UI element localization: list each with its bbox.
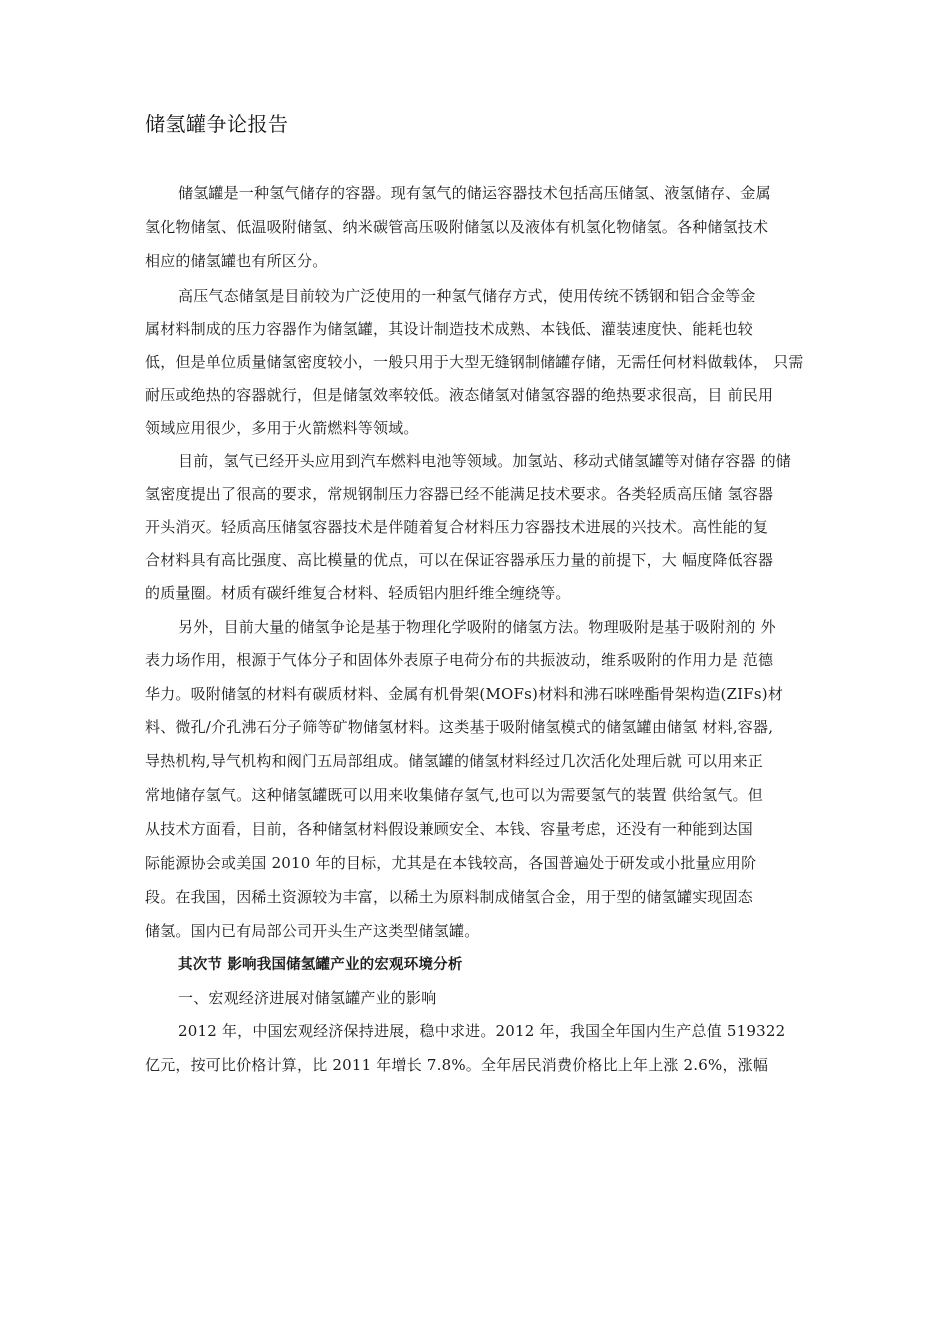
paragraph-3-line-3: 开头消灭。轻质高压储氢容器技术是伴随着复合材料压力容器技术进展的兴技术。高性能的复 [145,518,769,536]
final-paragraph-line-1: 2012 年，中国宏观经济保持进展，稳中求进。2012 年，我国全年国内生产总值 519322 [178,1022,786,1040]
paragraph-4-line-6: 常地储存氢气。这种储氢罐既可以用来收集储存氢气,也可以为需要氢气的装置 供给氢气。但 [145,786,763,804]
paragraph-2-line-2: 属材料制成的压力容器作为储氢罐，其设计制造技术成熟、本钱低、灌装速度快、能耗也较 [145,320,754,338]
document-title: 储氢罐争论报告 [145,112,289,136]
paragraph-2-line-1: 高压气态储氢是目前较为广泛使用的一种氢气储存方式，使用传统不锈钢和铝合金等金 [178,287,756,305]
paragraph-3-line-5: 的质量圈。材质有碳纤维复合材料、轻质铝内胆纤维全缠绕等。 [145,584,571,602]
paragraph-2-line-3: 低，但是单位质量储氢密度较小，一般只用于大型无缝钢制储罐存储，无需任何材料做载体， 只需 [145,353,804,371]
paragraph-4-line-10: 储氢。国内已有局部公司开头生产这类型储氢罐。 [145,922,480,940]
paragraph-3-line-2: 氢密度提出了很高的要求，常规钢制压力容器已经不能满足技术要求。各类轻质高压储 氢容器 [145,485,774,503]
paragraph-3-line-4: 合材料具有高比强度、高比模量的优点，可以在保证容器承压力量的前提下，大 幅度降低容器 [145,551,774,569]
paragraph-4-line-1: 另外，目前大量的储氢争论是基于物理化学吸附的储氢方法。物理吸附是基于吸附剂的 外 [178,618,776,636]
paragraph-4-line-7: 从技术方面看，目前，各种储氢材料假设兼顾安全、本钱、容量考虑，还没有一种能到达国 [145,820,754,838]
paragraph-4-line-5: 导热机构,导气机构和阀门五局部组成。储氢罐的储氢材料经过几次活化处理后就 可以用来正 [145,752,763,770]
subsection-heading: 一、宏观经济进展对储氢罐产业的影响 [178,989,437,1007]
paragraph-4-line-4: 料、微孔/介孔沸石分子筛等矿物储氢材料。这类基于吸附储氢模式的储氢罐由储氢 材料,容器, [145,718,774,736]
paragraph-4-line-3: 华力。吸附储氢的材料有碳质材料、金属有机骨架(MOFs)材料和沸石咪唑酯骨架构造(ZIFs)材 [145,685,784,703]
paragraph-1-line-1: 储氢罐是一种氢气储存的容器。现有氢气的储运容器技术包括高压储氢、液氢储存、金属 [178,184,771,202]
paragraph-4-line-8: 际能源协会或美国 2010 年的目标，尤其是在本钱较高，各国普遍处于研发或小批量应用阶 [145,854,757,872]
section-heading: 其次节 影响我国储氢罐产业的宏观环境分析 [178,957,463,973]
paragraph-2-line-4: 耐压或绝热的容器就行，但是储氢效率较低。液态储氢对储氢容器的绝热要求很高，目 前民用 [145,386,774,404]
paragraph-2-line-5: 领域应用很少，多用于火箭燃料等领域。 [145,419,419,437]
paragraph-1-line-2: 氢化物储氢、低温吸附储氢、纳米碳管高压吸附储氢以及液体有机氢化物储氢。各种储氢技术 [145,218,769,236]
paragraph-4-line-2: 表力场作用，根源于气体分子和固体外表原子电荷分布的共振波动，维系吸附的作用力是 范德 [145,651,774,669]
paragraph-4-line-9: 段。在我国，因稀土资源较为丰富，以稀土为原料制成储氢合金，用于型的储氢罐实现固态 [145,888,754,906]
paragraph-1-line-3: 相应的储氢罐也有所区分。 [145,252,328,270]
final-paragraph-line-2: 亿元，按可比价格计算，比 2011 年增长 7.8%。全年居民消费价格比上年上涨 2.6%，涨幅 [145,1056,769,1074]
paragraph-3-line-1: 目前，氢气已经开头应用到汽车燃料电池等领域。加氢站、移动式储氢罐等对储存容器 的储 [178,452,791,470]
